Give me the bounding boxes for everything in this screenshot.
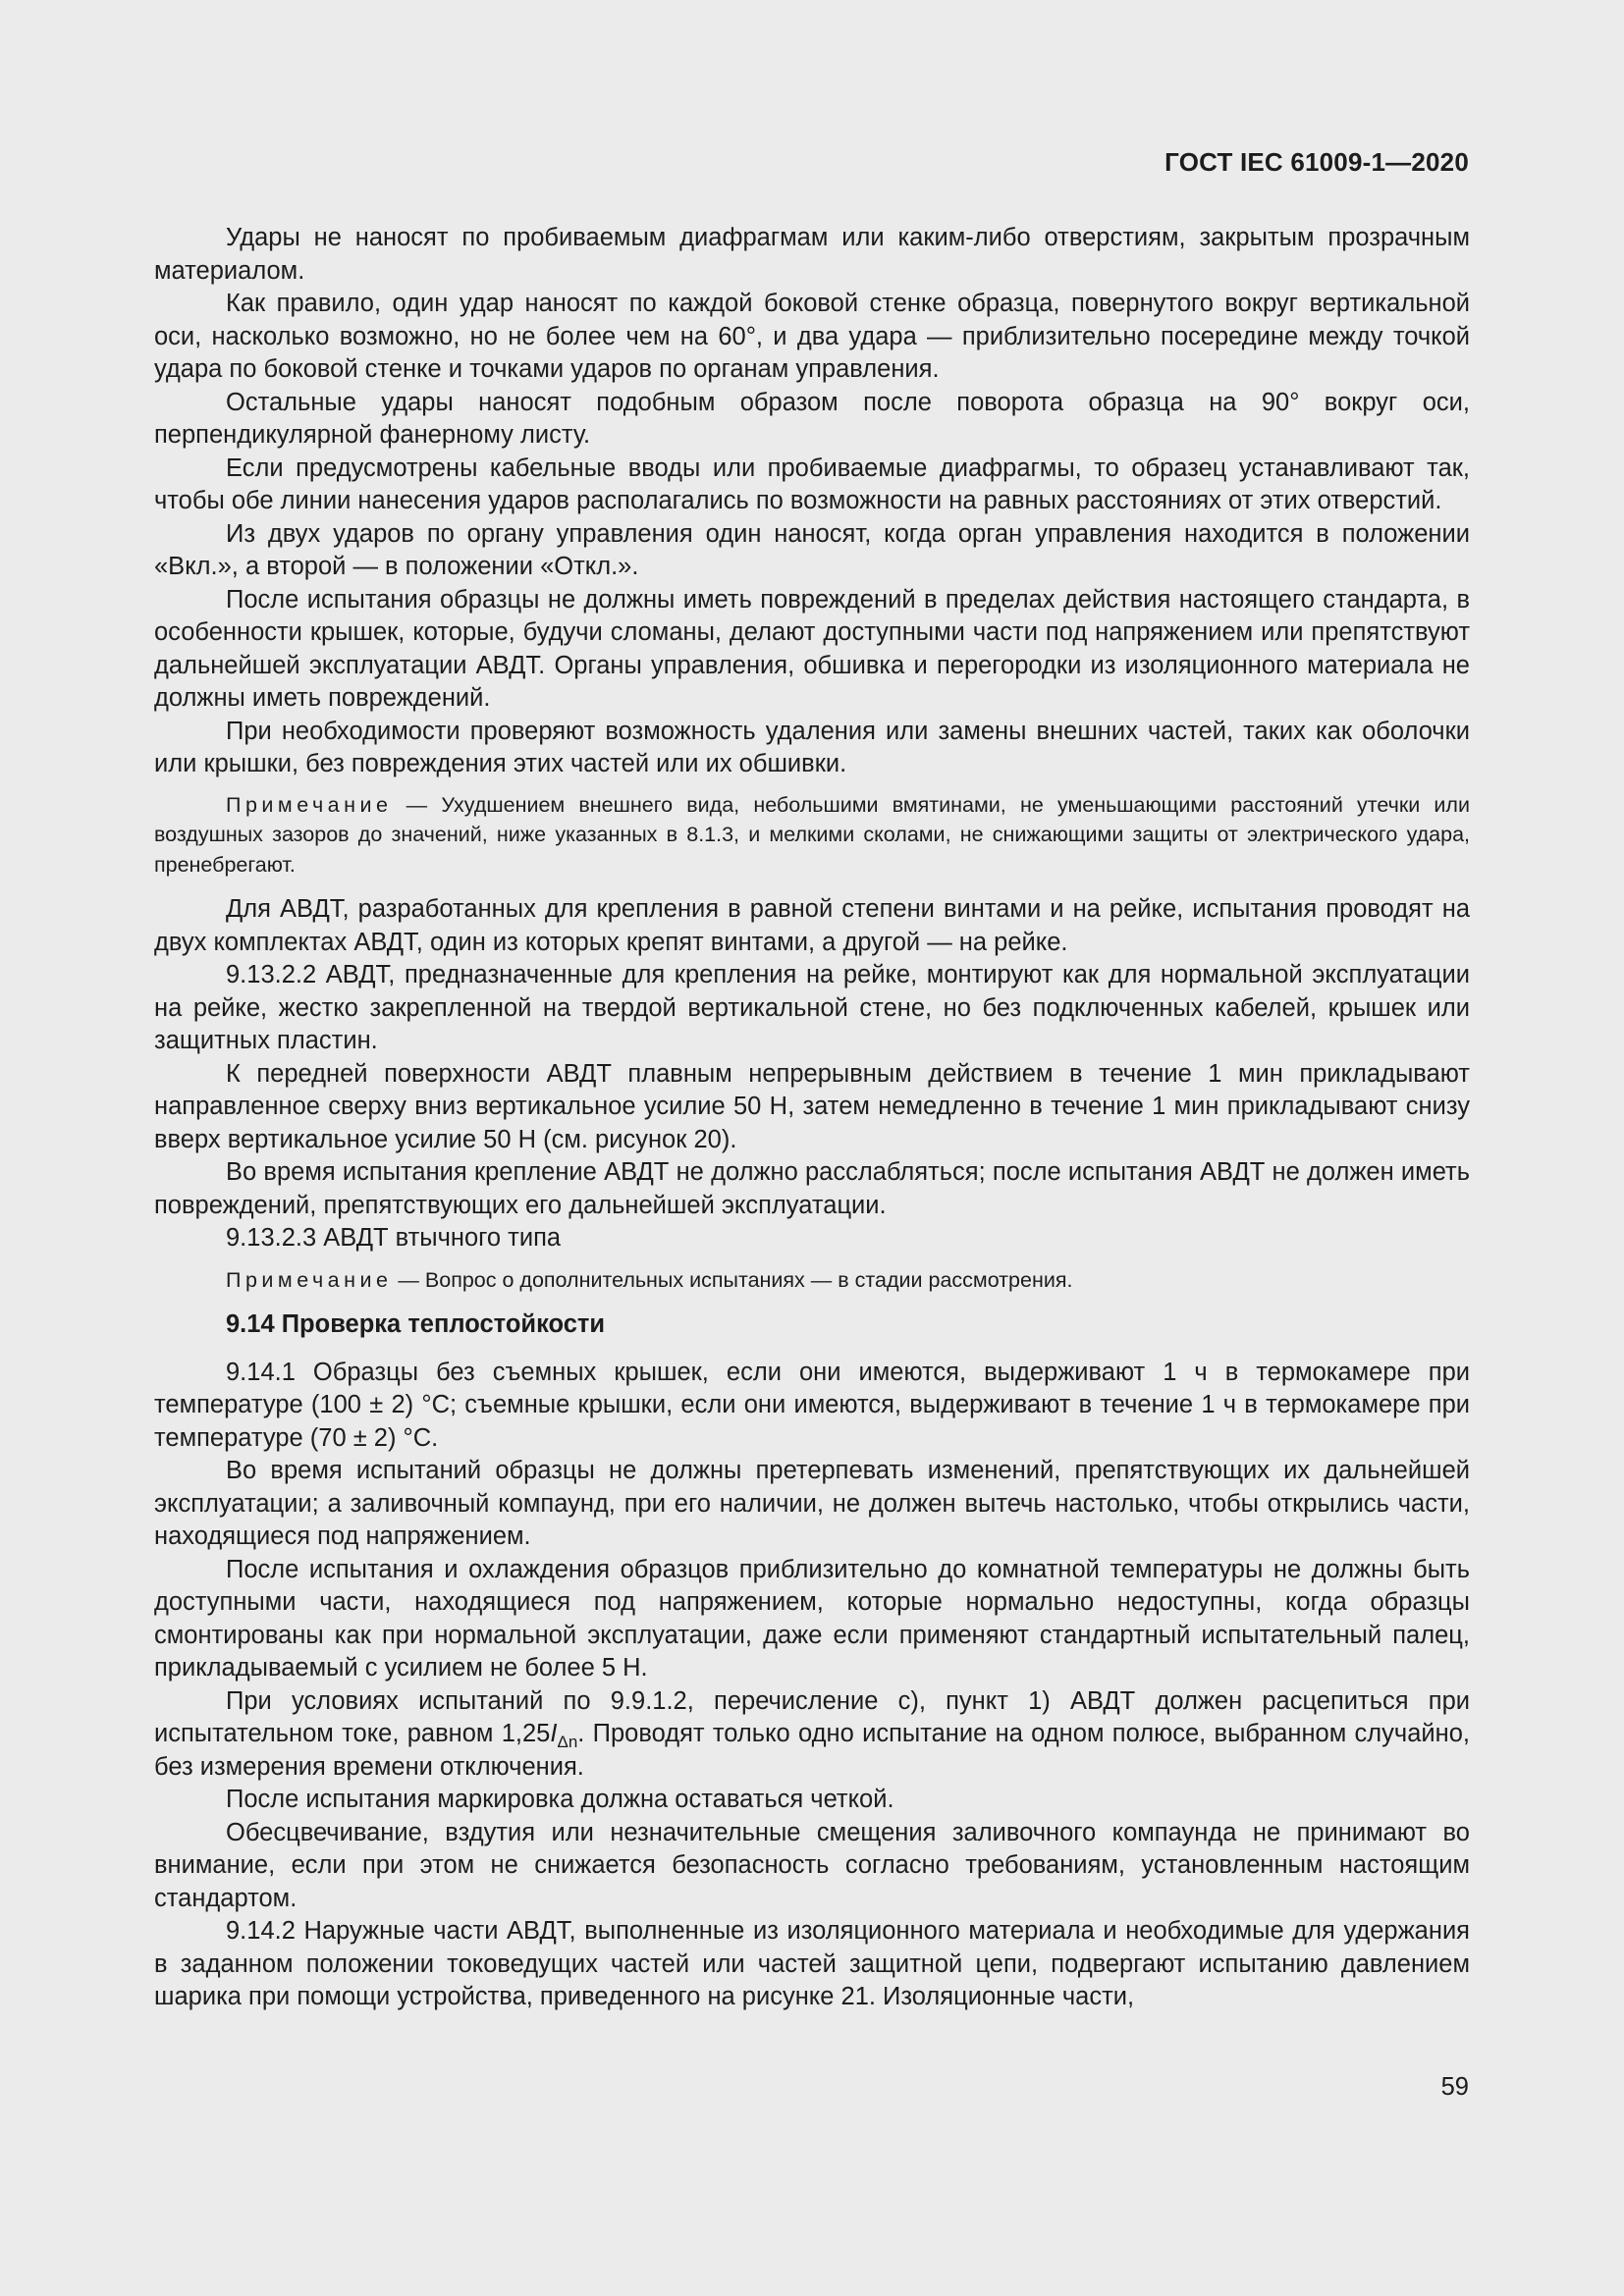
note: [154, 1265, 1470, 1296]
paragraph: После испытания и охлаждения образцов приблизительно до комнатной температуры не должны быть доступными части, находящиеся под напряжением, которые нормально недоступны, когда образцы смонтированы как при нормальной эксплуатации, даже если применяют стандартный испытательный палец, прикладываемый с усилием не более 5 Н.: [154, 1555, 1470, 1682]
note-label: Примечание: [226, 1267, 393, 1292]
note-text: — Вопрос о дополнительных испытаниях — в стадии рассмотрения.: [392, 1267, 1073, 1292]
page-number: 59: [1440, 2073, 1469, 2101]
paragraph: К передней поверхности АВДТ плавным непрерывным действием в течение 1 мин прикладывают направленное сверху вниз вертикальное усилие 50 Н, затем немедленно в течение 1 мин прикладывают снизу вверх вертикальное усилие 50 Н (см. рисунок 20).: [154, 1059, 1470, 1153]
paragraph: Остальные удары наносят подобным образом после поворота образца на 90° вокруг оси, перпендикулярной фанерному листу.: [154, 388, 1470, 449]
page-body: [154, 222, 1470, 2014]
paragraph: После испытания маркировка должна оставаться четкой.: [226, 1786, 894, 1813]
paragraph: Если предусмотрены кабельные вводы или пробиваемые диафрагмы, то образец устанавливают так, чтобы обе линии нанесения ударов располагались по возможности на равных расстояниях от этих отверстий.: [154, 454, 1470, 514]
note-text: — Ухудшением внешнего вида, небольшими вмятинами, не уменьшающими расстояний утечки или воздушных зазоров до значений, ниже указанных в 8.1.3, и мелкими сколами, не снижающими защиты от электрического удара, пренебрегают.: [154, 792, 1470, 877]
paragraph: Во время испытания крепление АВДТ не должно расслабляться; после испытания АВДТ не должен иметь повреждений, препятствующих его дальнейшей эксплуатации.: [154, 1158, 1470, 1219]
paragraph: Удары не наносят по пробиваемым диафрагмам или каким-либо отверстиям, закрытым прозрачным материалом.: [154, 224, 1470, 285]
paragraph: 9.13.2.3 АВДТ втычного типа: [226, 1224, 562, 1252]
paragraph: При необходимости проверяют возможность удаления или замены внешних частей, таких как оболочки или крышки, без повреждения этих частей или их обшивки.: [154, 717, 1470, 777]
current-subscript: Δn: [557, 1733, 578, 1751]
paragraph: Как правило, один удар наносят по каждой боковой стенке образца, повернутого вокруг вертикальной оси, насколько возможно, но не более чем на 60°, и два удара — приблизительно посередине между точкой удара по боковой стенке и точками ударов по органам управления.: [154, 290, 1470, 383]
paragraph: После испытания образцы не должны иметь повреждений в пределах действия настоящего стандарта, в особенности крышек, которые, будучи сломаны, делают доступными части под напряжением или препятствуют дальнейшей эксплуатации АВДТ. Органы управления, обшивка и перегородки из изоляционного материала не должны иметь повреждений.: [154, 585, 1470, 712]
paragraph: Обесцвечивание, вздутия или незначительные смещения заливочного компаунда не принимают во внимание, если при этом не снижается безопасность согласно требованиям, установленным настоящим стандартом.: [154, 1818, 1470, 1912]
note-label: Примечание: [226, 792, 393, 817]
paragraph: 9.14.2 Наружные части АВДТ, выполненные из изоляционного материала и необходимые для удержания в заданном положении токоведущих частей или частей защитной цепи, подвергают испытанию давлением шарика при помощи устройства, приведенного на рисунке 21. Изоляционные части,: [154, 1917, 1470, 2010]
note: [154, 790, 1470, 881]
paragraph-text: При условиях испытаний по 9.9.1.2, перечисление с), пункт 1) АВДТ должен расцепиться при испытательном токе, равном 1,25: [154, 1686, 1470, 1747]
current-symbol: I: [550, 1720, 558, 1747]
paragraph: Для АВДТ, разработанных для крепления в равной степени винтами и на рейке, испытания проводят на двух комплектах АВДТ, один из которых крепят винтами, а другой — на рейке.: [154, 895, 1470, 956]
paragraph: 9.13.2.2 АВДТ, предназначенные для крепления на рейке, монтируют как для нормальной эксплуатации на рейке, жестко закрепленной на твердой вертикальной стене, но без подключенных кабелей, крышек или защитных пластин.: [154, 961, 1470, 1054]
paragraph-text: . Проводят только одно испытание на одном полюсе, выбранном случайно, без измерения времени отключения.: [154, 1720, 1470, 1781]
document-code-header: ГОСТ IEC 61009-1—2020: [1164, 147, 1469, 177]
paragraph: Во время испытаний образцы не должны претерпевать изменений, препятствующих их дальнейшей эксплуатации; а заливочный компаунд, при его наличии, не должен вытечь настолько, чтобы открылись части, находящиеся под напряжением.: [154, 1457, 1470, 1550]
paragraph: [154, 1685, 1470, 1785]
section-heading: 9.14 Проверка теплостойкости: [226, 1310, 606, 1338]
paragraph: Из двух ударов по органу управления один наносят, когда орган управления находится в положении «Вкл.», а второй — в положении «Откл.».: [154, 519, 1470, 580]
paragraph: 9.14.1 Образцы без съемных крышек, если они имеются, выдерживают 1 ч в термокамере при температуре (100 ± 2) °C; съемные крышки, если они имеются, выдерживают в течение 1 ч в термокамере при температуре (70 ± 2) °C.: [154, 1358, 1470, 1452]
